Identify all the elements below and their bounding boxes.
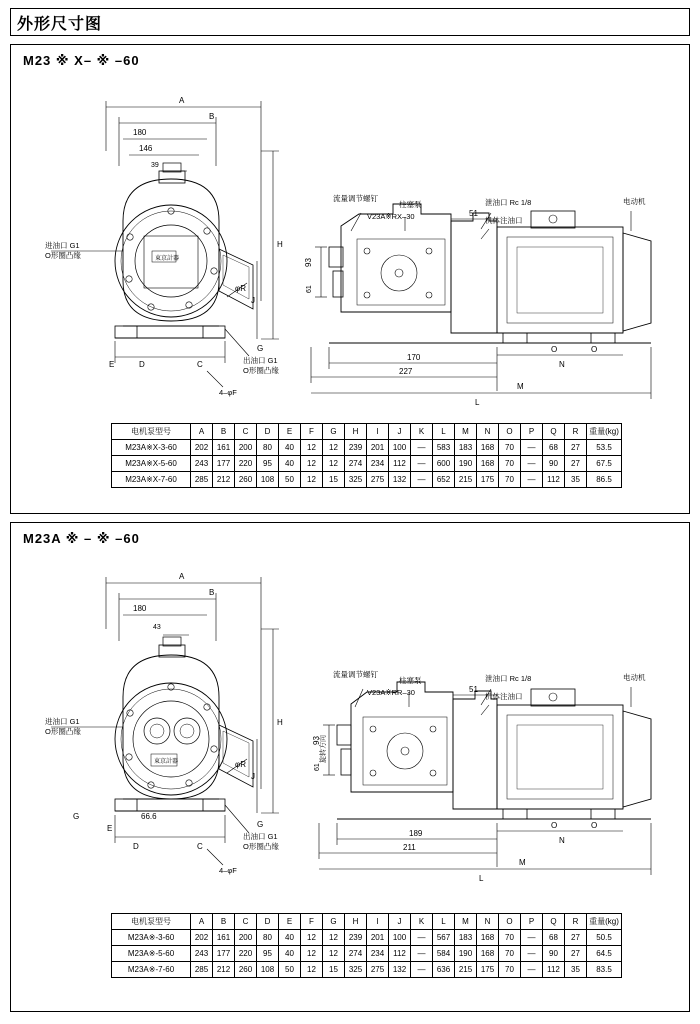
cell: 27 xyxy=(565,440,587,456)
cell-model: M23A※-3-60 xyxy=(112,930,191,946)
svg-text:O: O xyxy=(591,821,598,830)
th-c: C xyxy=(235,914,257,930)
spec-table-2 xyxy=(111,913,622,978)
svg-text:東京計器: 東京計器 xyxy=(155,256,180,262)
cell: 567 xyxy=(433,930,455,946)
svg-text:O形圈凸缘: O形圈凸缘 xyxy=(45,727,81,736)
svg-text:电动机: 电动机 xyxy=(623,197,646,206)
th-b: B xyxy=(213,914,235,930)
svg-text:H: H xyxy=(277,718,283,727)
svg-text:4–φF: 4–φF xyxy=(219,866,237,875)
svg-text:φR: φR xyxy=(235,284,246,293)
cell: 212 xyxy=(213,962,235,978)
cell: 168 xyxy=(477,456,499,472)
th-r: R xyxy=(565,424,587,440)
svg-text:61: 61 xyxy=(314,763,321,771)
svg-text:V23A※RX–30: V23A※RX–30 xyxy=(367,212,415,221)
th-m: M xyxy=(455,424,477,440)
svg-text:L: L xyxy=(475,398,480,407)
th-o: O xyxy=(499,424,521,440)
cell: 202 xyxy=(191,440,213,456)
cell: 177 xyxy=(213,456,235,472)
th-k: K xyxy=(411,424,433,440)
svg-text:出油口 G1: 出油口 G1 xyxy=(243,356,278,365)
cell: 200 xyxy=(235,930,257,946)
cell: 35 xyxy=(565,962,587,978)
cell-weight: 64.5 xyxy=(587,946,622,962)
th-g: G xyxy=(323,424,345,440)
cell: — xyxy=(411,962,433,978)
th-p: P xyxy=(521,914,543,930)
cell: 27 xyxy=(565,456,587,472)
th-f: F xyxy=(301,914,323,930)
th-h: H xyxy=(345,424,367,440)
svg-text:N: N xyxy=(559,836,565,845)
svg-text:出油口 G1: 出油口 G1 xyxy=(243,832,278,841)
th-weight: 重量(kg) xyxy=(587,914,622,930)
cell: 80 xyxy=(257,440,279,456)
cell: 275 xyxy=(367,472,389,488)
cell: 12 xyxy=(301,946,323,962)
th-i: I xyxy=(367,424,389,440)
cell: 636 xyxy=(433,962,455,978)
th-n: N xyxy=(477,914,499,930)
cell: 175 xyxy=(477,472,499,488)
svg-text:L: L xyxy=(479,874,484,883)
th-c: C xyxy=(235,424,257,440)
svg-text:J: J xyxy=(251,296,255,305)
cell: 40 xyxy=(279,930,301,946)
svg-text:进油口 G1: 进油口 G1 xyxy=(45,241,80,250)
dimension-drawing-2 xyxy=(11,549,691,899)
th-a: A xyxy=(191,424,213,440)
th-j: J xyxy=(389,424,411,440)
cell: 220 xyxy=(235,946,257,962)
svg-text:G: G xyxy=(257,344,264,353)
cell: 239 xyxy=(345,440,367,456)
svg-text:H: H xyxy=(277,240,283,249)
svg-text:189: 189 xyxy=(409,829,423,838)
cell: — xyxy=(411,930,433,946)
svg-text:O形圈凸缘: O形圈凸缘 xyxy=(45,251,81,260)
th-weight: 重量(kg) xyxy=(587,424,622,440)
dimension-drawing-1 xyxy=(11,71,691,411)
cell: 112 xyxy=(389,946,411,962)
svg-text:D: D xyxy=(133,842,139,851)
cell: 100 xyxy=(389,440,411,456)
svg-text:J: J xyxy=(251,772,255,781)
cell-weight: 50.5 xyxy=(587,930,622,946)
cell: 50 xyxy=(279,962,301,978)
svg-text:180: 180 xyxy=(133,604,147,613)
svg-text:G: G xyxy=(257,820,264,829)
cell: 12 xyxy=(301,440,323,456)
svg-text:N: N xyxy=(559,360,565,369)
cell: 161 xyxy=(213,440,235,456)
cell: 40 xyxy=(279,440,301,456)
svg-text:φR: φR xyxy=(235,760,246,769)
cell: 35 xyxy=(565,472,587,488)
svg-text:流量调节螺钉: 流量调节螺钉 xyxy=(333,194,378,203)
cell: 177 xyxy=(213,946,235,962)
th-p: P xyxy=(521,424,543,440)
svg-text:C: C xyxy=(197,360,203,369)
th-a: A xyxy=(191,914,213,930)
cell-model: M23A※-5-60 xyxy=(112,946,191,962)
cell: 70 xyxy=(499,962,521,978)
cell-model: M23A※X-3-60 xyxy=(112,440,191,456)
th-f: F xyxy=(301,424,323,440)
cell: 68 xyxy=(543,930,565,946)
cell: 70 xyxy=(499,946,521,962)
th-d: D xyxy=(257,914,279,930)
cell: 234 xyxy=(367,946,389,962)
drawing-area-1 xyxy=(11,71,691,411)
svg-text:机体注油口: 机体注油口 xyxy=(485,692,523,701)
cell-model: M23A※-7-60 xyxy=(112,962,191,978)
svg-text:O形圈凸缘: O形圈凸缘 xyxy=(243,842,279,851)
cell: 12 xyxy=(301,962,323,978)
svg-text:O形圈凸缘: O形圈凸缘 xyxy=(243,366,279,375)
svg-text:O: O xyxy=(551,821,558,830)
svg-text:电动机: 电动机 xyxy=(623,673,646,682)
page-title: 外形尺寸图 xyxy=(10,8,690,36)
table-header-row xyxy=(112,914,622,930)
cell: 108 xyxy=(257,962,279,978)
cell: — xyxy=(411,440,433,456)
cell-weight: 83.5 xyxy=(587,962,622,978)
cell: 70 xyxy=(499,472,521,488)
cell: 132 xyxy=(389,962,411,978)
cell: 40 xyxy=(279,456,301,472)
th-m: M xyxy=(455,914,477,930)
cell-model: M23A※X-5-60 xyxy=(112,456,191,472)
table-row xyxy=(112,946,622,962)
svg-text:泄油口 Rc 1/8: 泄油口 Rc 1/8 xyxy=(485,674,532,683)
cell: — xyxy=(521,930,543,946)
cell: 90 xyxy=(543,946,565,962)
cell: 652 xyxy=(433,472,455,488)
cell-model: M23A※X-7-60 xyxy=(112,472,191,488)
cell: 70 xyxy=(499,440,521,456)
th-n: N xyxy=(477,424,499,440)
cell: 100 xyxy=(389,930,411,946)
cell: 112 xyxy=(389,456,411,472)
svg-text:M: M xyxy=(519,858,526,867)
cell: 600 xyxy=(433,456,455,472)
cell: 50 xyxy=(279,472,301,488)
cell: 583 xyxy=(433,440,455,456)
cell: 70 xyxy=(499,456,521,472)
cell: 12 xyxy=(301,930,323,946)
svg-text:机体注油口: 机体注油口 xyxy=(485,216,523,225)
cell: 168 xyxy=(477,440,499,456)
table-row xyxy=(112,930,622,946)
svg-text:柱塞泵: 柱塞泵 xyxy=(399,676,422,685)
th-r: R xyxy=(565,914,587,930)
svg-text:227: 227 xyxy=(399,367,413,376)
cell: 70 xyxy=(499,930,521,946)
svg-text:61: 61 xyxy=(306,285,313,293)
th-k: K xyxy=(411,914,433,930)
cell: — xyxy=(521,946,543,962)
svg-text:O: O xyxy=(591,345,598,354)
cell: 12 xyxy=(323,440,345,456)
cell: 161 xyxy=(213,930,235,946)
spec-table-1 xyxy=(111,423,622,488)
cell: — xyxy=(521,472,543,488)
svg-text:43: 43 xyxy=(153,624,161,631)
th-o: O xyxy=(499,914,521,930)
section-panel-2 xyxy=(10,522,690,1012)
svg-text:170: 170 xyxy=(407,353,421,362)
svg-text:D: D xyxy=(139,360,145,369)
cell: 243 xyxy=(191,946,213,962)
table-header-row xyxy=(112,424,622,440)
svg-text:A: A xyxy=(179,572,185,581)
th-j: J xyxy=(389,914,411,930)
cell: 260 xyxy=(235,472,257,488)
th-h: H xyxy=(345,914,367,930)
cell: 15 xyxy=(323,962,345,978)
cell: 285 xyxy=(191,962,213,978)
cell: 215 xyxy=(455,472,477,488)
svg-text:旋转方向: 旋转方向 xyxy=(320,735,327,763)
cell: 239 xyxy=(345,930,367,946)
svg-text:E: E xyxy=(107,824,113,833)
th-q: Q xyxy=(543,424,565,440)
cell: 68 xyxy=(543,440,565,456)
svg-text:4–φF: 4–φF xyxy=(219,388,237,397)
cell: 584 xyxy=(433,946,455,962)
cell: 212 xyxy=(213,472,235,488)
svg-text:柱塞泵: 柱塞泵 xyxy=(399,200,422,209)
th-d: D xyxy=(257,424,279,440)
cell-weight: 86.5 xyxy=(587,472,622,488)
cell: 132 xyxy=(389,472,411,488)
cell: — xyxy=(411,456,433,472)
cell: 260 xyxy=(235,962,257,978)
section-panel-1 xyxy=(10,44,690,514)
cell: — xyxy=(521,962,543,978)
cell: 200 xyxy=(235,440,257,456)
cell: 215 xyxy=(455,962,477,978)
cell: 12 xyxy=(323,946,345,962)
cell: 190 xyxy=(455,946,477,962)
cell: — xyxy=(521,456,543,472)
svg-text:51: 51 xyxy=(469,209,478,218)
cell: 108 xyxy=(257,472,279,488)
svg-text:51: 51 xyxy=(469,685,478,694)
cell: 12 xyxy=(301,472,323,488)
th-model: 电机泵型号 xyxy=(112,914,191,930)
cell: 80 xyxy=(257,930,279,946)
table-row xyxy=(112,456,622,472)
table-row xyxy=(112,962,622,978)
svg-text:流量调节螺钉: 流量调节螺钉 xyxy=(333,670,378,679)
th-q: Q xyxy=(543,914,565,930)
cell: 234 xyxy=(367,456,389,472)
cell: 15 xyxy=(323,472,345,488)
svg-text:泄油口 Rc 1/8: 泄油口 Rc 1/8 xyxy=(485,198,532,207)
cell: 202 xyxy=(191,930,213,946)
cell: 220 xyxy=(235,456,257,472)
cell: — xyxy=(411,946,433,962)
svg-text:39: 39 xyxy=(151,162,159,169)
cell: 168 xyxy=(477,930,499,946)
svg-text:V23A※RR–30: V23A※RR–30 xyxy=(367,688,415,697)
cell: 112 xyxy=(543,962,565,978)
th-model: 电机泵型号 xyxy=(112,424,191,440)
cell: 275 xyxy=(367,962,389,978)
cell: 175 xyxy=(477,962,499,978)
th-g: G xyxy=(323,914,345,930)
th-l: L xyxy=(433,914,455,930)
drawing-area-2 xyxy=(11,549,691,889)
th-e: E xyxy=(279,914,301,930)
cell-weight: 53.5 xyxy=(587,440,622,456)
cell: 325 xyxy=(345,472,367,488)
cell: 112 xyxy=(543,472,565,488)
cell: 190 xyxy=(455,456,477,472)
cell: 285 xyxy=(191,472,213,488)
svg-text:O: O xyxy=(551,345,558,354)
table-row xyxy=(112,472,622,488)
th-e: E xyxy=(279,424,301,440)
cell: 274 xyxy=(345,946,367,962)
svg-text:93: 93 xyxy=(304,258,313,267)
cell: 325 xyxy=(345,962,367,978)
cell: 168 xyxy=(477,946,499,962)
cell: 12 xyxy=(323,930,345,946)
svg-text:A: A xyxy=(179,96,185,105)
svg-text:E: E xyxy=(109,360,115,369)
cell: 40 xyxy=(279,946,301,962)
svg-text:180: 180 xyxy=(133,128,147,137)
svg-text:B: B xyxy=(209,112,215,121)
cell: 183 xyxy=(455,440,477,456)
svg-text:146: 146 xyxy=(139,144,153,153)
svg-text:进油口 G1: 进油口 G1 xyxy=(45,717,80,726)
svg-text:東京計器: 東京計器 xyxy=(154,759,179,765)
cell: 243 xyxy=(191,456,213,472)
cell: 27 xyxy=(565,946,587,962)
th-l: L xyxy=(433,424,455,440)
cell: 95 xyxy=(257,456,279,472)
svg-text:C: C xyxy=(197,842,203,851)
section-label-2: M23A ※ – ※ –60 xyxy=(23,531,140,546)
cell: 95 xyxy=(257,946,279,962)
svg-text:B: B xyxy=(209,588,215,597)
cell: 27 xyxy=(565,930,587,946)
cell: — xyxy=(521,440,543,456)
cell: 183 xyxy=(455,930,477,946)
cell: 12 xyxy=(323,456,345,472)
cell-weight: 67.5 xyxy=(587,456,622,472)
svg-text:M: M xyxy=(517,382,524,391)
cell: 201 xyxy=(367,930,389,946)
cell: 12 xyxy=(301,456,323,472)
cell: 274 xyxy=(345,456,367,472)
svg-text:211: 211 xyxy=(403,843,416,852)
cell: — xyxy=(411,472,433,488)
cell: 201 xyxy=(367,440,389,456)
svg-text:93: 93 xyxy=(312,736,321,745)
cell: 90 xyxy=(543,456,565,472)
svg-text:66.6: 66.6 xyxy=(141,812,157,821)
table-row xyxy=(112,440,622,456)
th-i: I xyxy=(367,914,389,930)
section-label-1: M23 ※ X– ※ –60 xyxy=(23,53,140,68)
svg-text:G: G xyxy=(73,812,80,821)
th-b: B xyxy=(213,424,235,440)
